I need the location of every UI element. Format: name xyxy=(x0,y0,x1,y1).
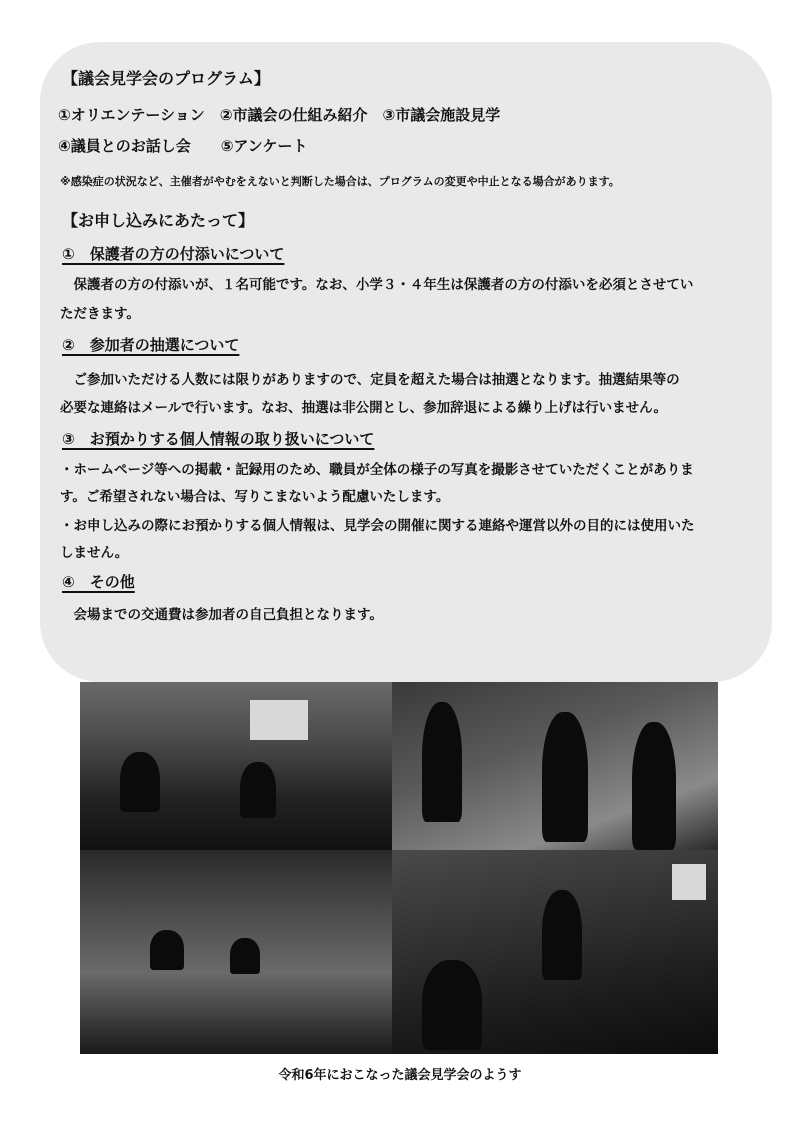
attendee-figure xyxy=(542,712,588,842)
program-row-1: ①オリエンテーション ②市議会の仕組み紹介 ③市議会施設見学 xyxy=(58,106,501,124)
attendee-figure xyxy=(230,938,260,974)
program-heading: 【議会見学会のプログラム】 xyxy=(62,69,270,88)
photo-talk-session xyxy=(392,850,718,1054)
projector-screen xyxy=(250,700,308,740)
attendee-figure xyxy=(150,930,184,970)
apply-heading: 【お申し込みにあたって】 xyxy=(62,211,255,230)
photo-caption: 令和6年におこなった議会見学会のようす xyxy=(278,1068,522,1083)
item-2-title: ② 参加者の抽選について xyxy=(62,336,240,354)
program-note: ※感染症の状況など、主催者がやむをえないと判断した場合は、プログラムの変更や中止となる場合があります。 xyxy=(60,175,620,188)
attendee-figure xyxy=(422,960,482,1050)
photo-collage xyxy=(80,682,718,1054)
photo-council-chamber xyxy=(80,682,392,850)
attendee-figure xyxy=(120,752,160,812)
item-2-line-1: ご参加いただける人数には限りがありますので、定員を超えた場合は抽選となります。抽選結果等の xyxy=(60,372,680,388)
item-3-line-4: しません。 xyxy=(60,545,129,561)
item-3-line-3: ・お申し込みの際にお預かりする個人情報は、見学会の開催に関する連絡や運営以外の目的には使用いた xyxy=(60,518,695,534)
item-1-title: ① 保護者の方の付添いについて xyxy=(62,245,285,263)
item-1-line-2: ただきます。 xyxy=(60,306,140,322)
program-row-2: ④議員とのお話し会 ⑤アンケート xyxy=(58,137,308,155)
attendee-figure xyxy=(632,722,676,850)
item-3-title: ③ お預かりする個人情報の取り扱いについて xyxy=(62,430,375,448)
attendee-figure xyxy=(542,890,582,980)
item-2-line-2: 必要な連絡はメールで行います。なお、抽選は非公開とし、参加辞退による繰り上げは行いません。 xyxy=(60,400,667,416)
photo-children-standing xyxy=(392,682,718,850)
item-4-line-1: 会場までの交通費は参加者の自己負担となります。 xyxy=(60,607,383,623)
attendee-figure xyxy=(240,762,276,818)
item-3-line-2: す。ご希望されない場合は、写りこまないよう配慮いたします。 xyxy=(60,489,450,505)
item-4-title: ④ その他 xyxy=(62,573,135,591)
attendee-figure xyxy=(422,702,462,822)
item-1-line-1: 保護者の方の付添いが、１名可能です。なお、小学３・４年生は保護者の方の付添いを必須とさせてい xyxy=(60,277,694,293)
photo-gallery-seats xyxy=(80,850,392,1054)
wall-frame xyxy=(672,864,706,900)
item-3-line-1: ・ホームページ等への掲載・記録用のため、職員が全体の様子の写真を撮影させていただくことがありま xyxy=(60,462,694,478)
